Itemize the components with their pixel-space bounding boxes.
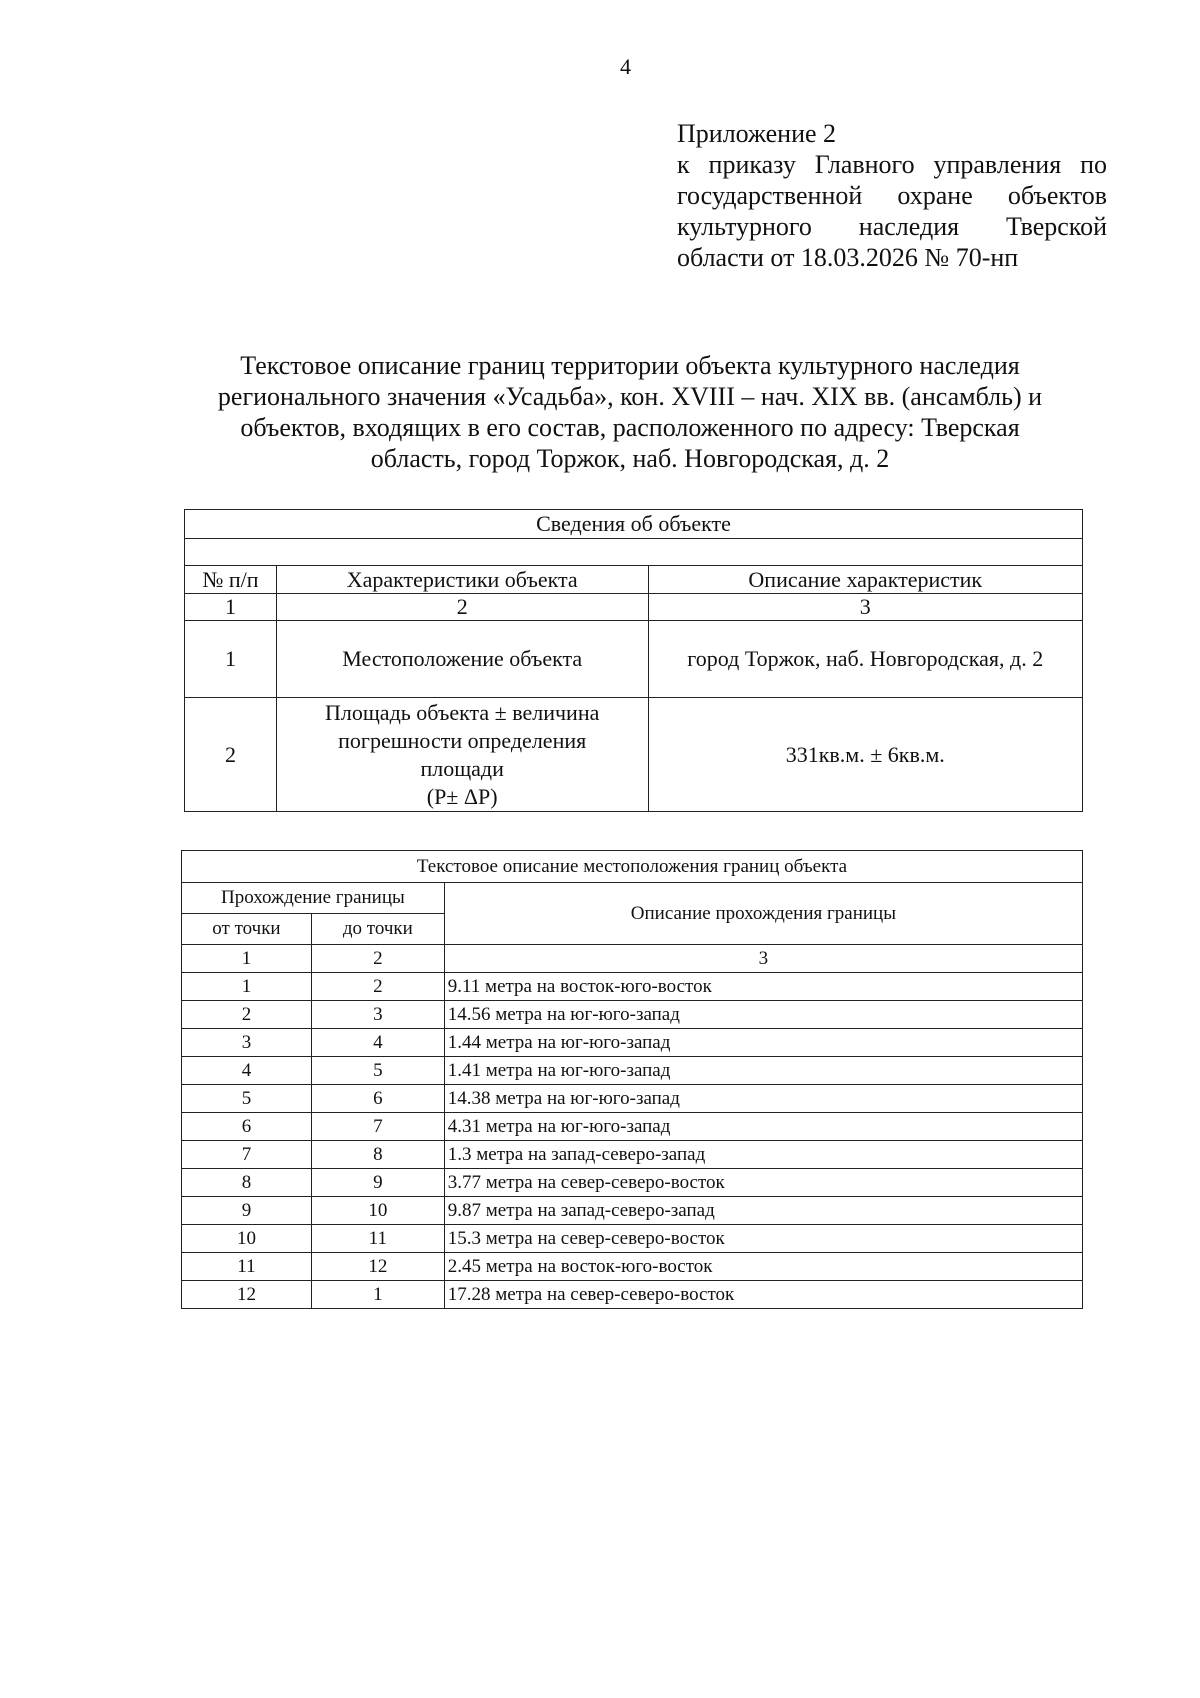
boundary-description: 1.41 метра на юг-юго-запад bbox=[444, 1057, 1082, 1085]
table-row bbox=[182, 1057, 1083, 1085]
from-point: 10 bbox=[182, 1225, 312, 1253]
characteristic-line: площади bbox=[420, 755, 504, 781]
boundary-description: 9.87 метра на запад-северо-запад bbox=[444, 1197, 1082, 1225]
to-point: 11 bbox=[311, 1225, 444, 1253]
to-point: 9 bbox=[311, 1169, 444, 1197]
characteristic-line: (Р± ΔР) bbox=[426, 783, 498, 809]
from-point: 3 bbox=[182, 1029, 312, 1057]
boundary-description: 17.28 метра на север-северо-восток bbox=[444, 1281, 1082, 1309]
boundary-description: 15.3 метра на север-северо-восток bbox=[444, 1225, 1082, 1253]
header-to: до точки bbox=[311, 914, 444, 945]
to-point: 12 bbox=[311, 1253, 444, 1281]
column-number: 2 bbox=[311, 945, 444, 973]
from-point: 8 bbox=[182, 1169, 312, 1197]
column-number: 3 bbox=[648, 594, 1083, 621]
to-point: 8 bbox=[311, 1141, 444, 1169]
table-caption: Текстовое описание местоположения границ объекта bbox=[182, 851, 1083, 883]
table-caption: Сведения об объекте bbox=[185, 510, 1083, 539]
table-row bbox=[182, 1197, 1083, 1225]
title-line: Текстовое описание границ территории объекта культурного наследия bbox=[240, 351, 1020, 380]
appendix-header bbox=[677, 118, 1107, 273]
appendix-line: к приказу Главного управления по bbox=[677, 150, 1107, 179]
to-point: 2 bbox=[311, 973, 444, 1001]
from-point: 12 bbox=[182, 1281, 312, 1309]
from-point: 2 bbox=[182, 1001, 312, 1029]
header-number: № п/п bbox=[185, 566, 277, 594]
appendix-line: культурного наследия Тверской bbox=[677, 212, 1107, 241]
header-description: Описание прохождения границы bbox=[444, 883, 1082, 945]
page-number: 4 bbox=[620, 54, 631, 79]
row-characteristic: Местоположение объекта bbox=[276, 621, 648, 698]
table-row bbox=[182, 1281, 1083, 1309]
to-point: 3 bbox=[311, 1001, 444, 1029]
from-point: 9 bbox=[182, 1197, 312, 1225]
table-row bbox=[182, 973, 1083, 1001]
table-row bbox=[182, 1169, 1083, 1197]
table-row bbox=[182, 1141, 1083, 1169]
title-line: объектов, входящих в его состав, расположенного по адресу: Тверская bbox=[240, 413, 1020, 442]
table-row bbox=[182, 1113, 1083, 1141]
table-row bbox=[182, 1085, 1083, 1113]
row-number: 2 bbox=[185, 698, 277, 812]
from-point: 1 bbox=[182, 973, 312, 1001]
to-point: 6 bbox=[311, 1085, 444, 1113]
header-description: Описание характеристик bbox=[648, 566, 1083, 594]
row-description: город Торжок, наб. Новгородская, д. 2 bbox=[648, 621, 1083, 698]
to-point: 10 bbox=[311, 1197, 444, 1225]
empty-row bbox=[185, 539, 1083, 566]
title-line: регионального значения «Усадьба», кон. XVIII – нач. XIX вв. (ансамбль) и bbox=[217, 382, 1043, 411]
column-number: 1 bbox=[185, 594, 277, 621]
table-row bbox=[182, 1253, 1083, 1281]
column-number: 3 bbox=[444, 945, 1082, 973]
appendix-line: Приложение 2 bbox=[677, 119, 837, 148]
to-point: 4 bbox=[311, 1029, 444, 1057]
to-point: 1 bbox=[311, 1281, 444, 1309]
title-line: область, город Торжок, наб. Новгородская, д. 2 bbox=[370, 444, 890, 473]
boundary-description: 1.3 метра на запад-северо-запад bbox=[444, 1141, 1082, 1169]
from-point: 4 bbox=[182, 1057, 312, 1085]
table-row bbox=[182, 1225, 1083, 1253]
column-number: 2 bbox=[276, 594, 648, 621]
boundary-description: 4.31 метра на юг-юго-запад bbox=[444, 1113, 1082, 1141]
to-point: 7 bbox=[311, 1113, 444, 1141]
from-point: 7 bbox=[182, 1141, 312, 1169]
boundary-description: 9.11 метра на восток-юго-восток bbox=[444, 973, 1082, 1001]
boundary-description: 14.56 метра на юг-юго-запад bbox=[444, 1001, 1082, 1029]
characteristic-line: Площадь объекта ± величина bbox=[325, 699, 600, 725]
from-point: 6 bbox=[182, 1113, 312, 1141]
document-title bbox=[160, 350, 1100, 474]
column-number: 1 bbox=[182, 945, 312, 973]
boundary-description: 14.38 метра на юг-юго-запад bbox=[444, 1085, 1082, 1113]
table-row bbox=[182, 1029, 1083, 1057]
from-point: 11 bbox=[182, 1253, 312, 1281]
characteristic-line: погрешности определения bbox=[338, 727, 587, 753]
table-row bbox=[185, 698, 1083, 812]
row-description: 331кв.м. ± 6кв.м. bbox=[648, 698, 1083, 812]
header-from: от точки bbox=[182, 914, 312, 945]
table-row bbox=[182, 1001, 1083, 1029]
boundary-table bbox=[181, 850, 1083, 1309]
appendix-line: области от 18.03.2026 № 70-нп bbox=[677, 243, 1019, 272]
object-info-table bbox=[184, 509, 1083, 812]
group-header: Прохождение границы bbox=[182, 883, 445, 914]
appendix-line: государственной охране объектов bbox=[677, 181, 1107, 210]
boundary-description: 1.44 метра на юг-юго-запад bbox=[444, 1029, 1082, 1057]
boundary-description: 2.45 метра на восток-юго-восток bbox=[444, 1253, 1082, 1281]
row-number: 1 bbox=[185, 621, 277, 698]
to-point: 5 bbox=[311, 1057, 444, 1085]
table-row bbox=[185, 621, 1083, 698]
from-point: 5 bbox=[182, 1085, 312, 1113]
header-characteristic: Характеристики объекта bbox=[276, 566, 648, 594]
boundary-description: 3.77 метра на север-северо-восток bbox=[444, 1169, 1082, 1197]
row-characteristic bbox=[276, 698, 648, 812]
